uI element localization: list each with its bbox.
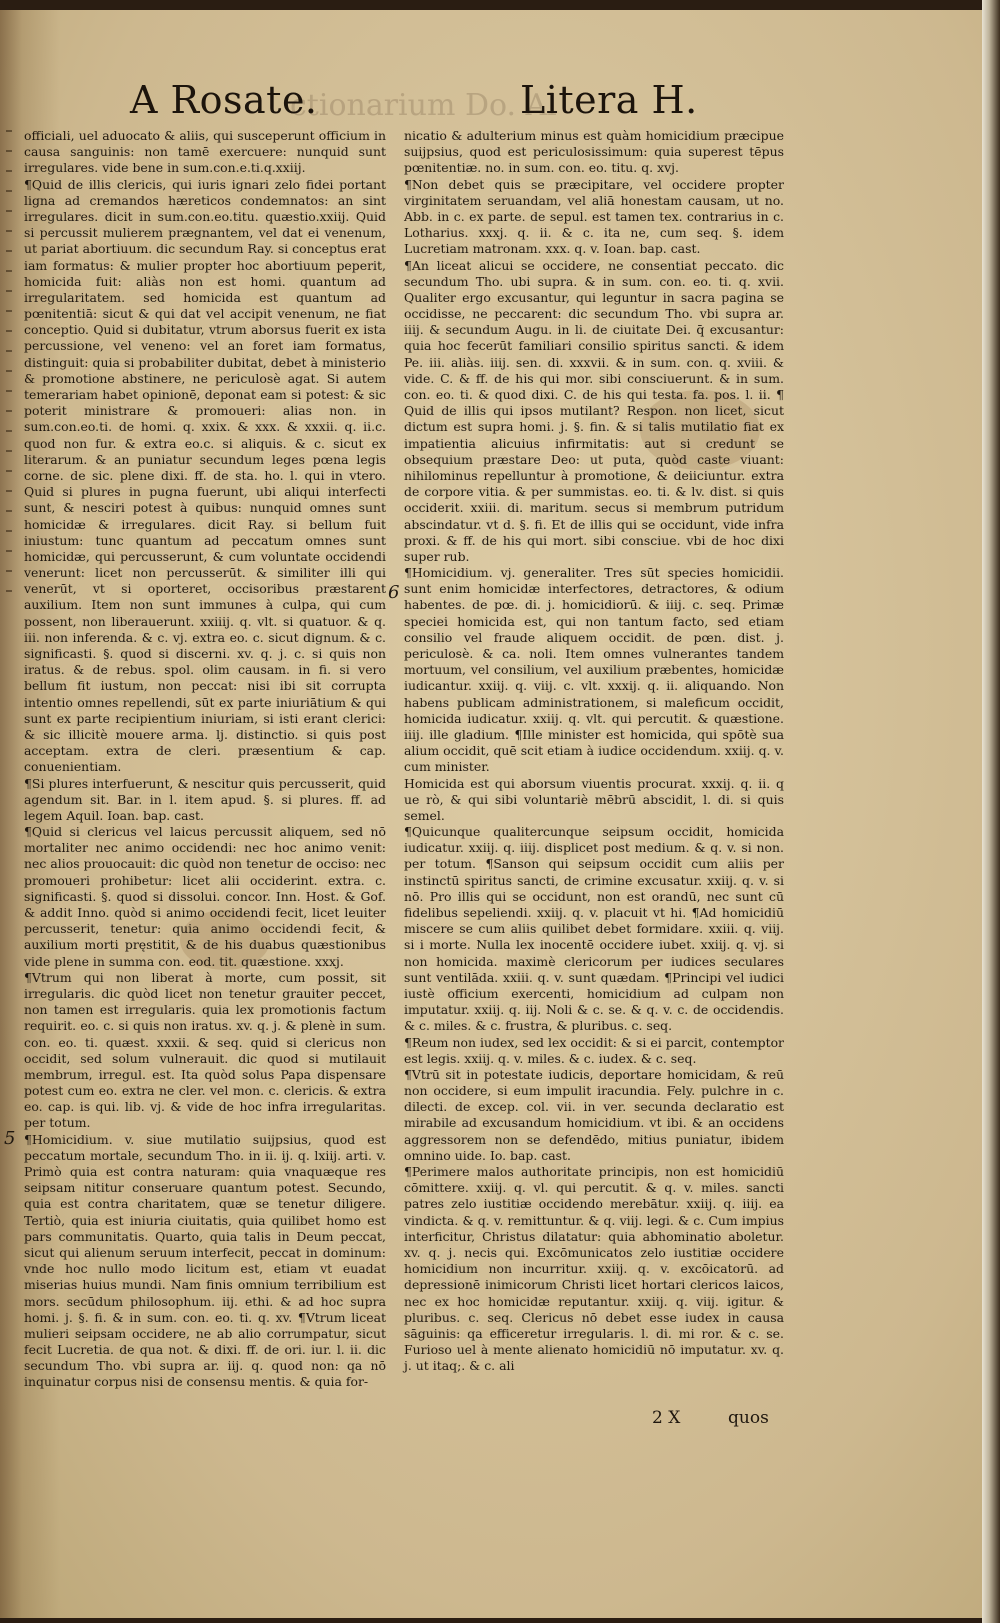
paragraph: ¶Quid si clericus vel laicus percussit aliquem, sed nō mortaliter nec animo occidendi: nec hoc animo venit: nec alios prouocauit: dic quòd non tenetur de occiso: nec promoueri prohibetur: licet alii occiderint. extra. c. significasti. §. quod si dissolui. concor. Inn. Host. & Gof. & addit Inno. quòd si animo occidendi fecit, licet leuiter percusserit, tenetur: quia animo occidendi fecit, & auxilium morti pręstitit, & de his duabus quæstionibus vide plene in summa con. eod. tit. quæstione. xxxj. — [24, 824, 386, 969]
catchword: quos — [728, 1408, 769, 1428]
right-column — [404, 128, 784, 1374]
paragraph: ¶An liceat alicui se occidere, ne consentiat peccato. dic secundum Tho. ubi supra. & in sum. con. eo. ti. q. xvii. Qualiter ergo excusantur, qui leguntur in sacra pagina se occidisse, ne peccarent: dic secundum Tho. vbi supra ar. iiij. & secundum Augu. in li. de ciuitate Dei. q̄ excusantur: quia hoc fecerūt familiari consilio spiritus sancti. & idem Pe. iii. aliàs. iiij. sen. di. xxxvii. & in sum. con. q. xviii. & vide. C. & ff. de his qui mor. sibi consciuerunt. & in sum. con. eo. ti. & quod dixi. C. de his qui testa. fa. pos. l. ii. ¶ Quid de illis qui ipsos mutilant? Respon. non licet, sicut dictum est supra homi. j. §. fin. & si talis mutilatio fiat ex impatientia alicuius infirmitatis: aut si credunt se obsequium præstare Deo: ut puta, quòd caste viuant: nihilominus repelluntur à promotione, & deiiciuntur. extra de corpore vitia. & per summistas. eo. ti. & lv. dist. si quis occiderit. xxiii. di. maritum. secus si membrum putridum abscindatur. vt d. §. fi. Et de illis qui se occidunt, vide infra proxi. & ff. de his qui mort. sibi consciue. vbi de hoc dixi super rub. — [404, 257, 784, 564]
show-through-text: ctionarium Do. Al — [290, 88, 557, 123]
signature-mark: 2 X — [652, 1408, 681, 1428]
paragraph: ¶Perimere malos authoritate principis, non est homicidiū cōmittere. xxiij. q. vl. qui percutit. & q. v. miles. sancti patres zelo iustitiæ occidendo merebātur. xxiij. q. iiij. ea vindicta. & q. v. remittuntur. & q. viij. legi. & c. Cum impius interficitur, Christus dilatatur: quia abhominatio aboletur. xv. q. j. necis qui. Excōmunicatos zelo iustitiæ occidere homicidium non incurritur. xxiij. q. v. excōicatorū. ad depressionē inimicorum Christi licet hortari clericos laicos, nec ex hoc homicidæ reputantur. xxiij. q. viij. igitur. & pluribus. c. seq. Clericus nō debet esse iudex in causa sāguinis: qa efficeretur irregularis. l. di. mi ror. & c. se. Furioso uel à mente alienato homicidiū nō imputatur. xv. q. j. ut itaq;. & c. ali — [404, 1164, 784, 1374]
paragraph: ¶Homicidium. vj. generaliter. Tres sūt species homicidii. sunt enim homicidæ interfectores, detractores, & odium habentes. de pœ. di. j. homicidiorū. & iiij. c. seq. Primæ speciei homicida est, qui non tantum facto, sed etiam consilio vel fraude aliquem occidit. de pœn. dist. j. periculosè. & ca. noli. Item omnes vulnerantes tandem mortuum, vel consilium, vel auxilium præbentes, homicidæ iudicantur. xxiij. q. viij. c. vlt. xxxij. q. ii. aliquando. Non habens publicam administrationem, si maleficum occidit, homicida iudicatur. xxiij. q. vlt. qui percutit. & quæstione. iiij. ille gladium. ¶Ille minister est homicida, qui spōtè sua alium occidit, quē scit etiam à iudice occidendum. xxiij. q. v. cum minister. — [404, 565, 784, 775]
paragraph: ¶Vtrū sit in potestate iudicis, deportare homicidam, & reū non occidere, si eum impulit iracundia. Fely. pulchre in c. dilecti. de excep. col. vii. in ver. secunda declaratio est mirabile ad excusandum homicidium. vt ibi. & an occidens aggressorem non se defendēdo, mitius puniatur, ibidem omnino uide. Io. bap. cast. — [404, 1066, 784, 1163]
paragraph: ¶Reum non iudex, sed lex occidit: & si ei parcit, contemptor est legis. xxiij. q. v. miles. & c. iudex. & c. seq. — [404, 1034, 784, 1066]
page-fore-edge — [982, 0, 1000, 1623]
margin-number: 5 — [4, 1128, 16, 1149]
paragraph: ¶Homicidium. v. siue mutilatio suijpsius, quod est peccatum mortale, secundum Tho. in ii. ij. q. lxiij. arti. v. Primò quia est contra naturam: quia vnaquæque res seipsam nititur conseruare quantum potest. Secundo, quia est contra charitatem, quæ se tenetur diligere. Tertiò, quia est iniuria ciuitatis, quia quilibet homo est pars communitatis. Quarto, quia talis in Deum peccat, sicut qui alienum seruum interfecit, peccat in dominum: vnde hoc nullo modo licitum est, etiam vt euadat miserias huius mundi. Nam finis omnium terribilium est mors. secūdum philosophum. iij. ethi. & ad hoc supra homi. j. §. fi. & in sum. con. eo. ti. q. xv. ¶Vtrum liceat mulieri seipsam occidere, ne ab alio corrumpatur, sicut fecit Lucretia. de qua not. & dixi. ff. de ori. iur. l. ii. dic secundum Tho. vbi supra ar. iij. q. quod non: qa nō inquinatur corpus nisi de consensu mentis. & quia for- — [24, 1131, 386, 1390]
paragraph: Homicida est qui aborsum viuentis procurat. xxxij. q. ii. q ue rò, & qui sibi voluntariè mēbrū abscidit, l. di. si quis semel. — [404, 775, 784, 823]
margin-number: 6 — [388, 582, 400, 603]
paragraph: nicatio & adulterium minus est quàm homicidium præcipue suijpsius, quod est periculosissimum: quia superest tēpus pœnitentiæ. no. in sum. con. eo. titu. q. xvj. — [404, 128, 784, 176]
paragraph: ¶Quid de illis clericis, qui iuris ignari zelo fidei portant ligna ad cremandos hæreticos condemnatos: an sint irregulares. dicit in sum.con.eo.titu. quæstio.xxiij. Quid si percussit mulierem prægnantem, vel dat ei venenum, ut pariat abortiuum. dic secundum Ray. si conceptus erat iam formatus: & mulier propter hoc abortiuum peperit, homicida fuit: aliàs non est homi. quantum ad irregularitatem. sed homicida est quantum ad pœnitentiā: sicut & qui dat vel accipit venenum, ne fiat conceptio. Quid si dubitatur, vtrum aborsus fuerit ex ista percussione, vel veneno: vel an foret iam formatus, distinguit: quia si probabiliter dubitat, debet à ministerio & promotione abstinere, ne periculosè agat. Si autem temerariam habet opinionē, deponat eam si potest: & sic poterit ministrare & promoueri: alias non. in sum.con.eo.ti. de homi. q. xxix. & xxx. & xxxii. q. ii.c. quod non fur. & extra eo.c. si aliquis. & c. sicut ex literarum. & an puniatur secundum leges pœna legis corne. de sic. plene dixi. ff. de sta. ho. l. qui in vtero. Quid si plures in pugna fuerunt, ubi aliqui interfecti sunt, & nesciri potest à quibus: nunquid omnes sunt homicidæ & irregulares. dicit Ray. si bellum fuit iniustum: tunc quantum ad peccatum omnes sunt homicidæ, qui percusserunt, & cum voluntate occidendi venerunt: licet non percusserūt. & similiter illi qui venerūt, vt si oporteret, occisoribus præstarent auxilium. Item non sunt immunes à culpa, qui cum possent, non liberauerunt. xxiiij. q. vlt. si quatuor. & q. iii. non inferenda. & c. vj. extra eo. c. sicut dignum. & c. significasti. §. quod si discerni. xv. q. j. c. si quis non iratus. & de rebus. spol. olim causam. in fi. si vero bellum fit iustum, non peccat: nisi ibi sit corrupta intentio omnes repellendi, sūt ex parte iniuriātium & qui sunt ex parte recipientium iniuriam, si isti erant clerici: & sic illicitè mouere arma. lj. distinctio. si quis post acceptam. extra de cleri. præsentium & cap. conuenientiam. — [24, 176, 386, 775]
running-head-left: A Rosate. — [130, 78, 318, 122]
running-head-right: Litera H. — [520, 78, 698, 122]
left-column — [24, 128, 386, 1391]
paragraph: officiali, uel aduocato & aliis, qui susceperunt officium in causa sanguinis: non tamē exercuere: nunquid sunt irregulares. vide bene in sum.con.e.ti.q.xxiij. — [24, 128, 386, 176]
page-edge-shadow — [0, 130, 22, 1610]
paragraph: ¶Si plures interfuerunt, & nescitur quis percusserit, quid agendum sit. Bar. in l. item apud. §. si plures. ff. ad legem Aquil. Ioan. bap. cast. — [24, 775, 386, 823]
book-page — [0, 10, 982, 1618]
paragraph: ¶Quicunque qualitercunque seipsum occidit, homicida iudicatur. xxiij. q. iiij. displicet post medium. & q. v. si non. per totum. ¶Sanson qui seipsum occidit cum aliis per instinctū spiritus sancti, de crimine excusatur. xxiij. q. v. si nō. Pro illis qui se occidunt, non est orandū, nec sunt cū fidelibus sepeliendi. xxiij. q. v. placuit vt hi. ¶Ad homicidiū miscere se cum aliis quilibet debet formidare. xxiii. q. viij. si i morte. Nulla lex inocentē occidere iubet. xxiij. q. vj. si non homicida. maximè clericorum per iudices seculares sunt ventilāda. xxiii. q. v. sunt quædam. ¶Principi vel iudici iustè officium exercenti, homicidium ad culpam non imputatur. xxiij. q. iij. Noli & c. se. & q. v. c. de occidendis. & c. miles. & c. frustra, & pluribus. c. seq. — [404, 824, 784, 1034]
paragraph: ¶Non debet quis se præcipitare, vel occidere propter virginitatem seruandam, vel aliā honestam causam, ut no. Abb. in c. ex parte. de sepul. est tamen tex. contrarius in c. Lotharius. xxxj. q. ii. & c. ita ne, cum seq. §. idem Lucretiam matronam. xxx. q. v. Ioan. bap. cast. — [404, 176, 784, 257]
paragraph: ¶Vtrum qui non liberat à morte, cum possit, sit irregularis. dic quòd licet non tenetur grauiter peccet, non tamen est irregularis. quia lex promotionis factum requirit. eo. c. si quis non iratus. xv. q. j. & plenè in sum. con. eo. ti. quæst. xxxii. & seq. quid si clericus non occidit, sed solum vulnerauit. dic quod si mutilauit membrum, irregul. est. Ita quòd solus Papa dispensare potest cum eo. extra ne cler. vel mon. c. clericis. & extra eo. cap. is qui. lib. vj. & vide de hoc infra irregularitas. per totum. — [24, 969, 386, 1131]
